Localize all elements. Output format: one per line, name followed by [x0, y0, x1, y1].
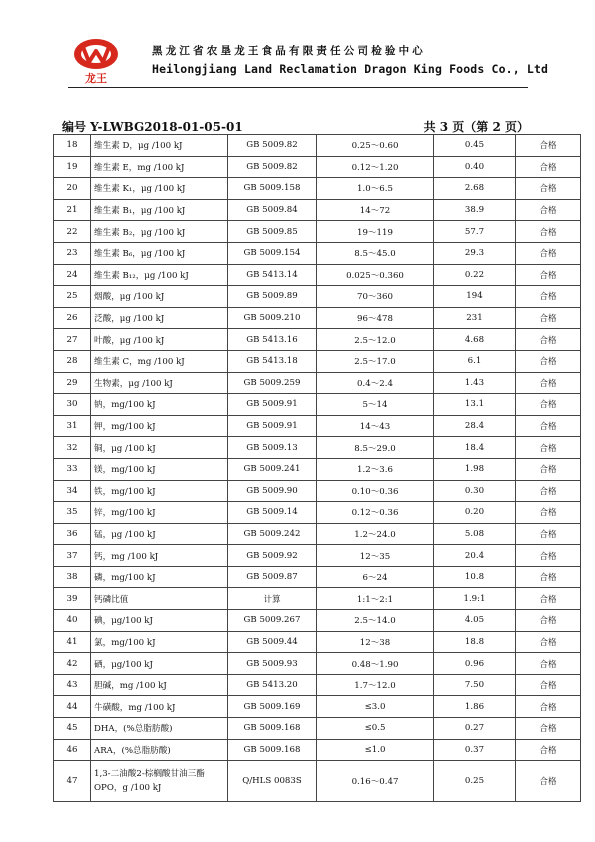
- standard-range: 0.10～0.36: [317, 480, 434, 502]
- test-method: GB 5009.82: [228, 135, 317, 157]
- test-method: GB 5009.82: [228, 156, 317, 178]
- result-verdict: 合格: [516, 610, 581, 632]
- row-number: 23: [54, 242, 91, 264]
- row-number: 44: [54, 696, 91, 718]
- test-method: GB 5009.259: [228, 372, 317, 394]
- test-method: GB 5009.90: [228, 480, 317, 502]
- test-item: 1,3-二油酸2-棕榈酸甘油三酯OPO，g /100 kJ: [91, 761, 228, 802]
- result-verdict: 合格: [516, 674, 581, 696]
- table-row: [54, 264, 581, 286]
- result-verdict: 合格: [516, 739, 581, 761]
- table-row: [54, 545, 581, 567]
- standard-range: 0.16～0.47: [317, 761, 434, 802]
- measured-value: 2.68: [434, 178, 516, 200]
- row-number: 47: [54, 761, 91, 802]
- measured-value: 18.4: [434, 437, 516, 459]
- result-verdict: 合格: [516, 631, 581, 653]
- test-method: GB 5009.85: [228, 221, 317, 243]
- test-method: Q/HLS 0083S: [228, 761, 317, 802]
- test-item: 泛酸，μg /100 kJ: [91, 307, 228, 329]
- measured-value: 7.50: [434, 674, 516, 696]
- test-method: GB 5413.18: [228, 350, 317, 372]
- test-method: GB 5009.44: [228, 631, 317, 653]
- result-verdict: 合格: [516, 156, 581, 178]
- table-row: [54, 156, 581, 178]
- table-row: [54, 674, 581, 696]
- standard-range: 0.25～0.60: [317, 135, 434, 157]
- test-method: GB 5009.87: [228, 566, 317, 588]
- standard-range: 1:1～2:1: [317, 588, 434, 610]
- measured-value: 13.1: [434, 394, 516, 416]
- standard-range: 12～35: [317, 545, 434, 567]
- result-verdict: 合格: [516, 394, 581, 416]
- test-item: 磷，mg/100 kJ: [91, 566, 228, 588]
- test-method: GB 5413.14: [228, 264, 317, 286]
- test-method: GB 5009.91: [228, 415, 317, 437]
- row-number: 35: [54, 502, 91, 524]
- row-number: 36: [54, 523, 91, 545]
- table-row: [54, 350, 581, 372]
- result-verdict: 合格: [516, 718, 581, 740]
- result-verdict: 合格: [516, 329, 581, 351]
- test-method: GB 5009.13: [228, 437, 317, 459]
- row-number: 19: [54, 156, 91, 178]
- row-number: 32: [54, 437, 91, 459]
- test-item: 镁，mg/100 kJ: [91, 458, 228, 480]
- company-logo: [68, 36, 124, 86]
- result-verdict: 合格: [516, 588, 581, 610]
- row-number: 22: [54, 221, 91, 243]
- table-row: [54, 178, 581, 200]
- measured-value: 6.1: [434, 350, 516, 372]
- measured-value: 1.9:1: [434, 588, 516, 610]
- table-row: [54, 415, 581, 437]
- table-row: [54, 480, 581, 502]
- test-method: GB 5009.241: [228, 458, 317, 480]
- measured-value: 0.96: [434, 653, 516, 675]
- table-row: [54, 631, 581, 653]
- row-number: 24: [54, 264, 91, 286]
- test-item: 生物素，μg /100 kJ: [91, 372, 228, 394]
- measured-value: 231: [434, 307, 516, 329]
- test-method: GB 5009.267: [228, 610, 317, 632]
- table-row: [54, 394, 581, 416]
- test-item: 硒，μg/100 kJ: [91, 653, 228, 675]
- test-method: GB 5009.84: [228, 199, 317, 221]
- standard-range: 1.2～3.6: [317, 458, 434, 480]
- result-verdict: 合格: [516, 480, 581, 502]
- measured-value: 20.4: [434, 545, 516, 567]
- row-number: 30: [54, 394, 91, 416]
- table-row: [54, 761, 581, 802]
- table-row: [54, 523, 581, 545]
- test-item: 锌，mg/100 kJ: [91, 502, 228, 524]
- result-verdict: 合格: [516, 545, 581, 567]
- test-item: 铜，μg /100 kJ: [91, 437, 228, 459]
- test-item: 维生素 B₁，μg /100 kJ: [91, 199, 228, 221]
- result-verdict: 合格: [516, 566, 581, 588]
- document-number: 编号 Y-LWBG2018-01-05-01: [62, 120, 243, 134]
- test-method: GB 5413.20: [228, 674, 317, 696]
- row-number: 33: [54, 458, 91, 480]
- test-method: GB 5009.210: [228, 307, 317, 329]
- table-row: [54, 199, 581, 221]
- page-info: 共 3 页（第 2 页）: [423, 120, 529, 134]
- test-item: 维生素 B₆，μg /100 kJ: [91, 242, 228, 264]
- measured-value: 0.40: [434, 156, 516, 178]
- test-item: 维生素 E，mg /100 kJ: [91, 156, 228, 178]
- row-number: 20: [54, 178, 91, 200]
- standard-range: ≤1.0: [317, 739, 434, 761]
- row-number: 38: [54, 566, 91, 588]
- table-row: [54, 307, 581, 329]
- letterhead: [68, 36, 549, 86]
- row-number: 26: [54, 307, 91, 329]
- test-item: 烟酸，μg /100 kJ: [91, 286, 228, 308]
- standard-range: 1.2～24.0: [317, 523, 434, 545]
- test-item: 叶酸，μg /100 kJ: [91, 329, 228, 351]
- measured-value: 0.27: [434, 718, 516, 740]
- standard-range: 19～119: [317, 221, 434, 243]
- table-row: [54, 739, 581, 761]
- row-number: 41: [54, 631, 91, 653]
- table-row: [54, 458, 581, 480]
- row-number: 31: [54, 415, 91, 437]
- test-item: 锰，μg /100 kJ: [91, 523, 228, 545]
- standard-range: 6～24: [317, 566, 434, 588]
- standard-range: 0.025～0.360: [317, 264, 434, 286]
- company-name-cn: 黑龙江省农垦龙王食品有限责任公司检验中心: [152, 45, 426, 57]
- table-row: [54, 437, 581, 459]
- test-item: 维生素 C，mg /100 kJ: [91, 350, 228, 372]
- test-item: 钠，mg/100 kJ: [91, 394, 228, 416]
- measured-value: 4.05: [434, 610, 516, 632]
- test-method: GB 5009.14: [228, 502, 317, 524]
- standard-range: 0.12～0.36: [317, 502, 434, 524]
- results-table: [53, 134, 581, 802]
- table-row: [54, 372, 581, 394]
- result-verdict: 合格: [516, 502, 581, 524]
- result-verdict: 合格: [516, 437, 581, 459]
- measured-value: 5.08: [434, 523, 516, 545]
- standard-range: ≤3.0: [317, 696, 434, 718]
- measured-value: 38.9: [434, 199, 516, 221]
- row-number: 43: [54, 674, 91, 696]
- standard-range: 0.12～1.20: [317, 156, 434, 178]
- test-method: GB 5009.168: [228, 739, 317, 761]
- measured-value: 28.4: [434, 415, 516, 437]
- result-verdict: 合格: [516, 264, 581, 286]
- measured-value: 0.37: [434, 739, 516, 761]
- test-item: 钙磷比值: [91, 588, 228, 610]
- result-verdict: 合格: [516, 178, 581, 200]
- result-verdict: 合格: [516, 523, 581, 545]
- row-number: 42: [54, 653, 91, 675]
- test-method: GB 5009.93: [228, 653, 317, 675]
- row-number: 27: [54, 329, 91, 351]
- table-row: [54, 718, 581, 740]
- test-item: 牛磺酸，mg /100 kJ: [91, 696, 228, 718]
- result-verdict: 合格: [516, 653, 581, 675]
- result-verdict: 合格: [516, 307, 581, 329]
- result-verdict: 合格: [516, 415, 581, 437]
- test-item: DHA，(%总脂肪酸): [91, 718, 228, 740]
- measured-value: 10.8: [434, 566, 516, 588]
- test-method: GB 5009.89: [228, 286, 317, 308]
- standard-range: 8.5～45.0: [317, 242, 434, 264]
- result-verdict: 合格: [516, 286, 581, 308]
- table-row: [54, 588, 581, 610]
- test-item: 碘，μg/100 kJ: [91, 610, 228, 632]
- test-method: GB 5009.242: [228, 523, 317, 545]
- result-verdict: 合格: [516, 350, 581, 372]
- test-item: ARA，(%总脂肪酸): [91, 739, 228, 761]
- standard-range: 8.5～29.0: [317, 437, 434, 459]
- result-verdict: 合格: [516, 761, 581, 802]
- test-method: 计算: [228, 588, 317, 610]
- measured-value: 57.7: [434, 221, 516, 243]
- result-verdict: 合格: [516, 135, 581, 157]
- test-item: 维生素 B₂，μg /100 kJ: [91, 221, 228, 243]
- test-item: 维生素 B₁₂，μg /100 kJ: [91, 264, 228, 286]
- standard-range: ≤0.5: [317, 718, 434, 740]
- table-row: [54, 610, 581, 632]
- table-row: [54, 221, 581, 243]
- table-row: [54, 135, 581, 157]
- standard-range: 0.4～2.4: [317, 372, 434, 394]
- test-method: GB 5413.16: [228, 329, 317, 351]
- result-verdict: 合格: [516, 372, 581, 394]
- row-number: 40: [54, 610, 91, 632]
- standard-range: 2.5～17.0: [317, 350, 434, 372]
- row-number: 28: [54, 350, 91, 372]
- measured-value: 29.3: [434, 242, 516, 264]
- table-row: [54, 242, 581, 264]
- test-method: GB 5009.158: [228, 178, 317, 200]
- standard-range: 12～38: [317, 631, 434, 653]
- test-item: 维生素 K₁，μg /100 kJ: [91, 178, 228, 200]
- measured-value: 0.45: [434, 135, 516, 157]
- row-number: 39: [54, 588, 91, 610]
- table-row: [54, 329, 581, 351]
- table-row: [54, 502, 581, 524]
- test-method: GB 5009.92: [228, 545, 317, 567]
- test-item: 铁，mg/100 kJ: [91, 480, 228, 502]
- result-verdict: 合格: [516, 221, 581, 243]
- logo-text: 龙王: [85, 72, 107, 85]
- test-item: 胆碱，mg /100 kJ: [91, 674, 228, 696]
- measured-value: 4.68: [434, 329, 516, 351]
- test-method: GB 5009.91: [228, 394, 317, 416]
- result-verdict: 合格: [516, 199, 581, 221]
- standard-range: 2.5～14.0: [317, 610, 434, 632]
- test-method: GB 5009.168: [228, 718, 317, 740]
- company-name-en: Heilongjiang Land Reclamation Dragon King Foods Co., Ltd: [152, 62, 549, 76]
- header-rule: [68, 87, 528, 88]
- standard-range: 0.48～1.90: [317, 653, 434, 675]
- table-row: [54, 286, 581, 308]
- measured-value: 1.86: [434, 696, 516, 718]
- measured-value: 1.43: [434, 372, 516, 394]
- test-method: GB 5009.154: [228, 242, 317, 264]
- standard-range: 5～14: [317, 394, 434, 416]
- measured-value: 18.8: [434, 631, 516, 653]
- test-item: 氯，mg/100 kJ: [91, 631, 228, 653]
- measured-value: 0.22: [434, 264, 516, 286]
- standard-range: 14～72: [317, 199, 434, 221]
- standard-range: 14～43: [317, 415, 434, 437]
- row-number: 37: [54, 545, 91, 567]
- standard-range: 1.7～12.0: [317, 674, 434, 696]
- standard-range: 96～478: [317, 307, 434, 329]
- results-table-body: [54, 135, 581, 802]
- table-row: [54, 653, 581, 675]
- result-verdict: 合格: [516, 458, 581, 480]
- result-verdict: 合格: [516, 696, 581, 718]
- test-item: 钾，mg/100 kJ: [91, 415, 228, 437]
- result-verdict: 合格: [516, 242, 581, 264]
- measured-value: 0.20: [434, 502, 516, 524]
- table-row: [54, 566, 581, 588]
- row-number: 45: [54, 718, 91, 740]
- standard-range: 2.5～12.0: [317, 329, 434, 351]
- measured-value: 1.98: [434, 458, 516, 480]
- row-number: 34: [54, 480, 91, 502]
- measured-value: 0.30: [434, 480, 516, 502]
- row-number: 29: [54, 372, 91, 394]
- measured-value: 194: [434, 286, 516, 308]
- measured-value: 0.25: [434, 761, 516, 802]
- test-item: 维生素 D，μg /100 kJ: [91, 135, 228, 157]
- test-item: 钙，mg /100 kJ: [91, 545, 228, 567]
- table-row: [54, 696, 581, 718]
- row-number: 21: [54, 199, 91, 221]
- row-number: 25: [54, 286, 91, 308]
- row-number: 46: [54, 739, 91, 761]
- row-number: 18: [54, 135, 91, 157]
- test-method: GB 5009.169: [228, 696, 317, 718]
- standard-range: 1.0～6.5: [317, 178, 434, 200]
- standard-range: 70～360: [317, 286, 434, 308]
